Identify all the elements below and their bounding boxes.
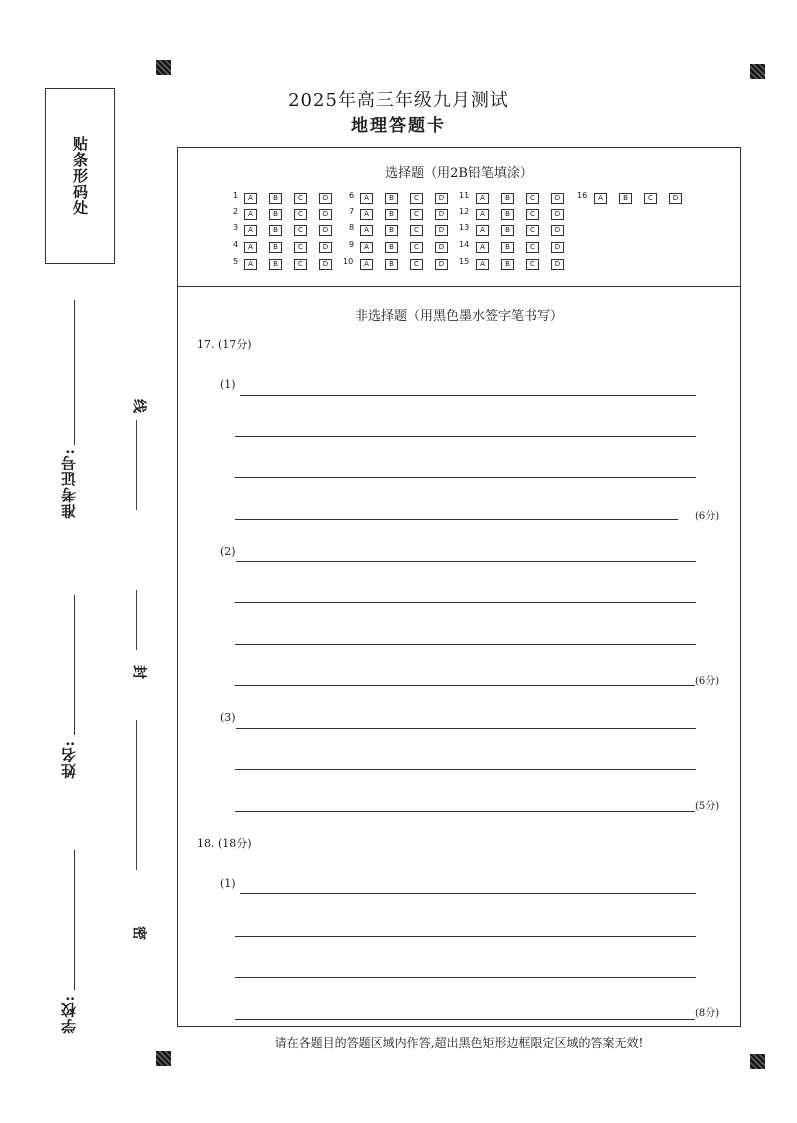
choice-bubble-c[interactable]: C xyxy=(526,225,539,236)
choice-bubble-a[interactable]: A xyxy=(244,193,257,204)
answer-line[interactable] xyxy=(236,561,696,562)
choice-bubble-d[interactable]: D xyxy=(551,242,564,253)
answer-line[interactable] xyxy=(235,811,695,812)
choice-bubble-d[interactable]: D xyxy=(435,225,448,236)
q17-part2-points: (6分) xyxy=(695,676,720,687)
answer-line[interactable] xyxy=(235,1019,695,1020)
choice-bubble-a[interactable]: A xyxy=(476,259,489,270)
footer-note: 请在各题目的答题区域内作答,超出黑色矩形边框限定区域的答案无效! xyxy=(274,1036,644,1050)
question-18-label: 18. (18分) xyxy=(197,837,252,850)
choice-bubble-b[interactable]: B xyxy=(385,225,398,236)
choice-bubble-d[interactable]: D xyxy=(319,225,332,236)
choice-bubble-b[interactable]: B xyxy=(619,193,632,204)
choice-bubble-c[interactable]: C xyxy=(526,242,539,253)
exam-id-label: 准考证号: xyxy=(60,448,78,519)
choice-bubble-d[interactable]: D xyxy=(319,193,332,204)
choice-bubble-a[interactable]: A xyxy=(360,259,373,270)
choice-bubble-a[interactable]: A xyxy=(360,225,373,236)
choice-bubble-b[interactable]: B xyxy=(269,242,282,253)
choice-bubble-b[interactable]: B xyxy=(385,242,398,253)
non-choice-section-title: 非选择题（用黑色墨水签字笔书写） xyxy=(354,309,563,324)
answer-line[interactable] xyxy=(240,893,696,894)
choice-bubble-a[interactable]: A xyxy=(476,225,489,236)
exam-title: 2025年高三年级九月测试 xyxy=(288,90,509,111)
question-17-label: 17. (17分) xyxy=(197,338,252,351)
choice-bubble-c[interactable]: C xyxy=(294,259,307,270)
seal-char-xian: 线 xyxy=(133,397,147,413)
choice-question-number: 5 xyxy=(233,257,239,266)
answer-line[interactable] xyxy=(235,769,696,770)
school-field[interactable] xyxy=(74,850,75,990)
barcode-area xyxy=(45,88,115,264)
choice-bubble-b[interactable]: B xyxy=(501,209,514,220)
choice-question-number: 7 xyxy=(349,207,355,216)
choice-bubble-a[interactable]: A xyxy=(594,193,607,204)
choice-question-number: 13 xyxy=(459,223,470,232)
choice-bubble-d[interactable]: D xyxy=(435,242,448,253)
choice-bubble-d[interactable]: D xyxy=(435,193,448,204)
choice-bubble-d[interactable]: D xyxy=(551,225,564,236)
choice-question-number: 6 xyxy=(349,191,355,200)
choice-bubble-c[interactable]: C xyxy=(294,242,307,253)
choice-bubble-d[interactable]: D xyxy=(435,209,448,220)
section-divider xyxy=(177,286,741,287)
answer-sheet-title: 地理答题卡 xyxy=(351,116,446,136)
registration-marker-bottom-left xyxy=(156,1051,171,1066)
choice-question-number: 3 xyxy=(233,223,239,232)
answer-line[interactable] xyxy=(240,395,696,396)
answer-line[interactable] xyxy=(235,477,696,478)
answer-line[interactable] xyxy=(235,519,678,520)
choice-bubble-a[interactable]: A xyxy=(476,242,489,253)
seal-line-segment xyxy=(136,720,137,870)
q17-part1-label: (1) xyxy=(220,378,236,391)
answer-line[interactable] xyxy=(235,936,696,937)
choice-bubble-a[interactable]: A xyxy=(476,209,489,220)
choice-bubble-c[interactable]: C xyxy=(410,225,423,236)
choice-bubble-b[interactable]: B xyxy=(269,225,282,236)
choice-bubble-c[interactable]: C xyxy=(526,209,539,220)
choice-bubble-d[interactable]: D xyxy=(319,242,332,253)
choice-question-number: 10 xyxy=(343,257,354,266)
choice-bubble-c[interactable]: C xyxy=(644,193,657,204)
choice-bubble-a[interactable]: A xyxy=(244,209,257,220)
choice-bubble-c[interactable]: C xyxy=(526,193,539,204)
q17-part2-label: (2) xyxy=(220,545,236,558)
choice-bubble-d[interactable]: D xyxy=(551,259,564,270)
choice-bubble-a[interactable]: A xyxy=(360,242,373,253)
choice-section-title: 选择题（用2B铅笔填涂） xyxy=(385,166,533,181)
choice-question-number: 15 xyxy=(459,257,470,266)
choice-bubble-b[interactable]: B xyxy=(269,193,282,204)
choice-bubble-d[interactable]: D xyxy=(319,259,332,270)
choice-bubble-a[interactable]: A xyxy=(360,193,373,204)
choice-question-number: 12 xyxy=(459,207,470,216)
choice-bubble-b[interactable]: B xyxy=(385,193,398,204)
choice-bubble-d[interactable]: D xyxy=(319,209,332,220)
choice-bubble-d[interactable]: D xyxy=(435,259,448,270)
choice-bubble-c[interactable]: C xyxy=(410,242,423,253)
choice-bubble-b[interactable]: B xyxy=(385,259,398,270)
seal-line-segment xyxy=(136,420,137,510)
choice-bubble-c[interactable]: C xyxy=(410,259,423,270)
choice-bubble-c[interactable]: C xyxy=(294,193,307,204)
registration-marker-top-left xyxy=(156,60,171,75)
exam-id-field[interactable] xyxy=(74,300,75,445)
choice-question-number: 2 xyxy=(233,207,239,216)
registration-marker-top-right xyxy=(750,64,765,79)
seal-line-segment xyxy=(136,590,137,650)
choice-question-number: 16 xyxy=(577,191,588,200)
q18-part1-label: (1) xyxy=(220,877,236,890)
q17-part3-label: (3) xyxy=(220,711,236,724)
choice-question-number: 4 xyxy=(233,240,239,249)
answer-line[interactable] xyxy=(235,685,695,686)
choice-bubble-a[interactable]: A xyxy=(244,259,257,270)
choice-bubble-c[interactable]: C xyxy=(294,225,307,236)
answer-line[interactable] xyxy=(235,644,696,645)
choice-bubble-a[interactable]: A xyxy=(244,242,257,253)
q18-part1-points: (8分) xyxy=(695,1008,720,1019)
choice-bubble-c[interactable]: C xyxy=(294,209,307,220)
choice-bubble-b[interactable]: B xyxy=(385,209,398,220)
choice-bubble-b[interactable]: B xyxy=(501,242,514,253)
choice-question-number: 8 xyxy=(349,223,355,232)
choice-bubble-c[interactable]: C xyxy=(526,259,539,270)
choice-bubble-d[interactable]: D xyxy=(551,193,564,204)
choice-bubble-a[interactable]: A xyxy=(360,209,373,220)
choice-bubble-b[interactable]: B xyxy=(501,193,514,204)
answer-frame xyxy=(177,147,741,1027)
registration-marker-bottom-right xyxy=(750,1054,765,1069)
choice-bubble-d[interactable]: D xyxy=(669,193,682,204)
choice-question-number: 9 xyxy=(349,240,355,249)
name-label: 姓名: xyxy=(60,740,78,779)
answer-line[interactable] xyxy=(236,728,696,729)
choice-bubble-b[interactable]: B xyxy=(501,259,514,270)
choice-question-number: 1 xyxy=(233,191,239,200)
answer-line[interactable] xyxy=(235,436,696,437)
choice-bubble-a[interactable]: A xyxy=(244,225,257,236)
seal-char-mi: 密 xyxy=(133,924,147,940)
choice-bubble-b[interactable]: B xyxy=(269,259,282,270)
choice-question-number: 11 xyxy=(459,191,470,200)
school-label: 学校: xyxy=(60,995,78,1034)
choice-bubble-c[interactable]: C xyxy=(410,193,423,204)
choice-bubble-b[interactable]: B xyxy=(269,209,282,220)
q17-part1-points: (6分) xyxy=(695,511,720,522)
barcode-label: 贴条形码处 xyxy=(71,136,89,216)
choice-bubble-a[interactable]: A xyxy=(476,193,489,204)
choice-bubble-b[interactable]: B xyxy=(501,225,514,236)
q17-part3-points: (5分) xyxy=(695,801,720,812)
choice-bubble-d[interactable]: D xyxy=(551,209,564,220)
seal-char-feng: 封 xyxy=(133,663,147,679)
name-field[interactable] xyxy=(74,595,75,735)
choice-bubble-c[interactable]: C xyxy=(410,209,423,220)
answer-line[interactable] xyxy=(235,977,696,978)
answer-line[interactable] xyxy=(235,602,696,603)
choice-question-number: 14 xyxy=(459,240,470,249)
